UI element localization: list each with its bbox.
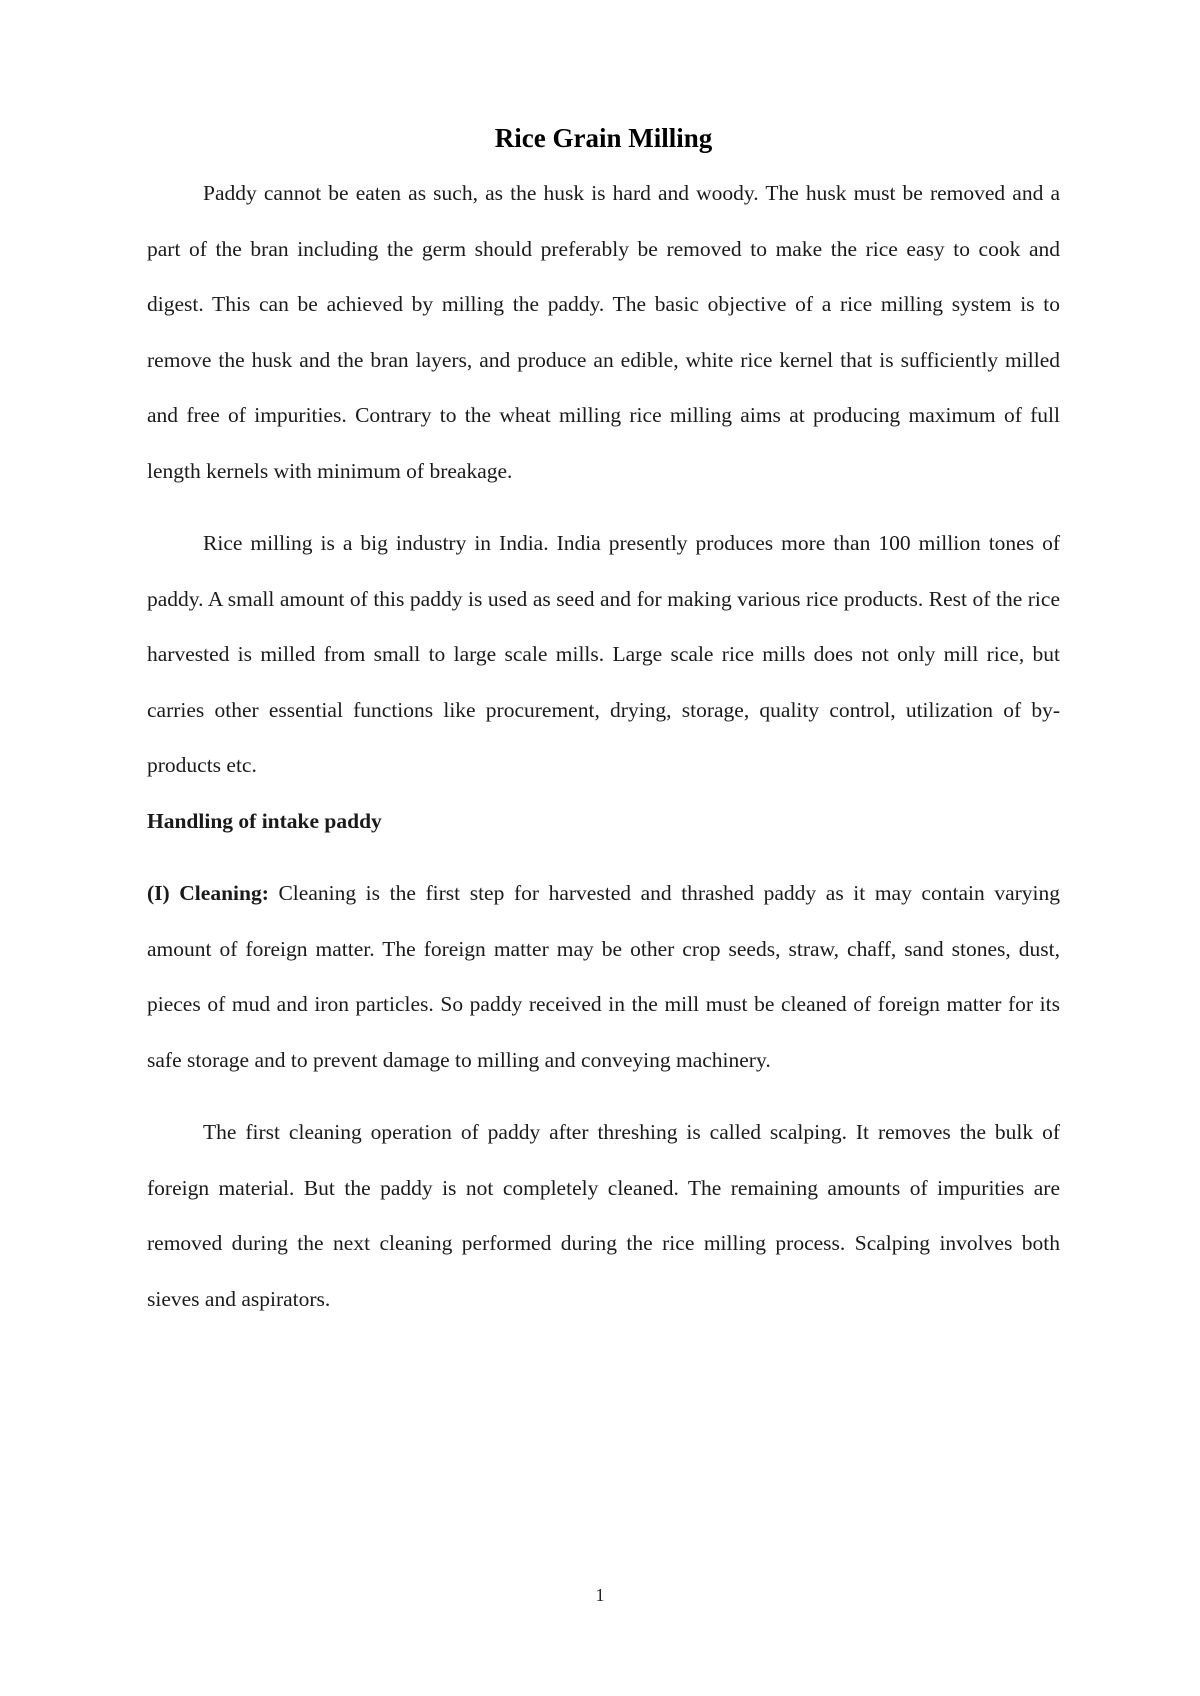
page-number: 1 [595,1585,605,1605]
paragraph-spacer [147,499,1060,516]
paragraph-spacer [147,1088,1060,1105]
paragraph-cleaning [147,866,1060,1088]
cleaning-label: (I) Cleaning: [147,881,269,905]
paragraph-industry: Rice milling is a big industry in India. India presently produces more than 100 million tones of paddy. A small amount of this paddy is used as seed and for making various rice products. Rest of the rice harvested is milled from small to large scale mills. Large scale rice mills does not only mill rice, but carries other essential functions like procurement, drying, storage, quality control, utilization of by-products etc. [147,531,1060,777]
document-page [147,118,1060,1327]
section-heading: Handling of intake paddy [147,808,382,833]
paragraph-scalping: The first cleaning operation of paddy after threshing is called scalping. It removes the bulk of foreign material. But the paddy is not completely cleaned. The remaining amounts of impurities are removed during the next cleaning performed during the rice milling process. Scalping involves both sieves and aspirators. [147,1120,1060,1311]
document-title: Rice Grain Milling [494,123,713,153]
cleaning-text: Cleaning is the first step for harvested and thrashed paddy as it may contain varying amount of foreign matter. The foreign matter may be other crop seeds, straw, chaff, sand stones, dust, pieces of mud and iron particles. So paddy received in the mill must be cleaned of foreign matter for its safe storage and to prevent damage to milling and conveying machinery. [147,881,1060,1072]
paragraph-intro: Paddy cannot be eaten as such, as the husk is hard and woody. The husk must be removed and a part of the bran including the germ should preferably be removed to make the rice easy to cook and digest. This can be achieved by milling the paddy. The basic objective of a rice milling system is to remove the husk and the bran layers, and produce an edible, white rice kernel that is sufficiently milled and free of impurities. Contrary to the wheat milling rice milling aims at producing maximum of full length kernels with minimum of breakage. [147,181,1060,483]
paragraph-spacer [147,849,1060,866]
